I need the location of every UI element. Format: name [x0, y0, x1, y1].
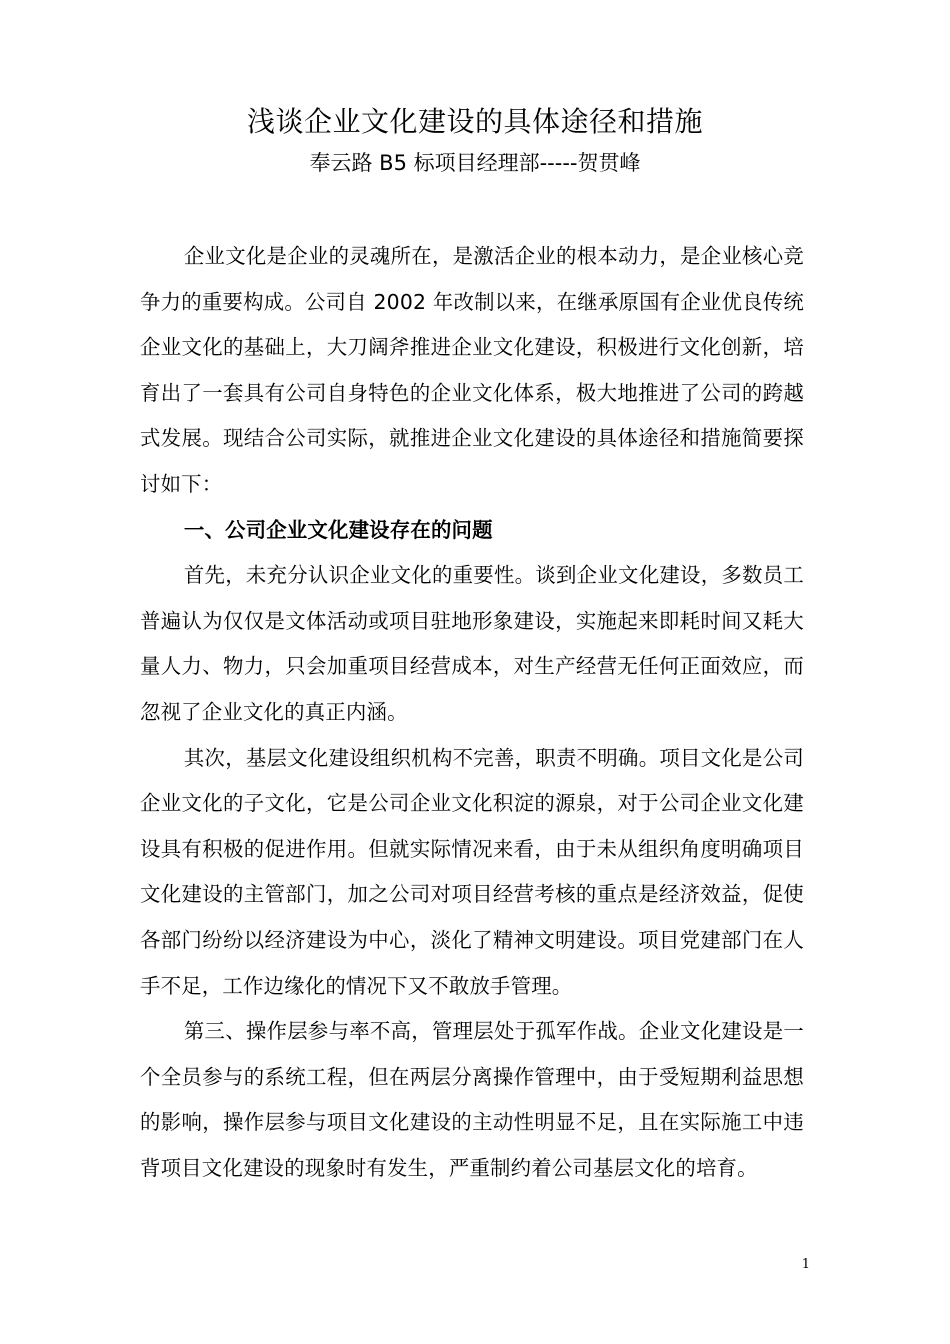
paragraph-intro: 企业文化是企业的灵魂所在，是激活企业的根本动力，是企业核心竞争力的重要构成。公司自 2002 年改制以来，在继承原国有企业优良传统企业文化的基础上，大刀阔斧推进企业文化建设，积极进行文化创新，培育出了一套具有公司自身特色的企业文化体系，极大地推进了公司的跨越式发展。现结合公司实际，就推进企业文化建设的具体途径和措施简要探讨如下： [140, 244, 804, 496]
document-body [140, 234, 804, 1191]
section-heading: 一、公司企业文化建设存在的问题 [183, 517, 493, 542]
paragraph-third-issue: 第三、操作层参与率不高，管理层处于孤军作战。企业文化建设是一个全员参与的系统工程，但在两层分离操作管理中，由于受短期利益思想的影响，操作层参与项目文化建设的主动性明显不足，且在实际施工中违背项目文化建设的现象时有发生，严重制约着公司基层文化的培育。 [140, 1019, 804, 1180]
paragraph-second-issue: 其次，基层文化建设组织机构不完善，职责不明确。项目文化是公司企业文化的子文化，它是公司企业文化积淀的源泉，对于公司企业文化建设具有积极的促进作用。但就实际情况来看，由于未从组织角度明确项目文化建设的主管部门，加之公司对项目经营考核的重点是经济效益，促使各部门纷纷以经济建设为中心，淡化了精神文明建设。项目党建部门在人手不足，工作边缘化的情况下又不敢放手管理。 [140, 745, 804, 998]
document-subtitle: 奉云路 B5 标项目经理部-----贺贯峰 [309, 151, 641, 175]
paragraph-first-issue: 首先，未充分认识企业文化的重要性。谈到企业文化建设，多数员工普遍认为仅仅是文体活动或项目驻地形象建设，实施起来即耗时间又耗大量人力、物力，只会加重项目经营成本，对生产经营无任何正面效应，而忽视了企业文化的真正内涵。 [140, 563, 804, 724]
document-title: 浅谈企业文化建设的具体途径和措施 [246, 105, 703, 138]
page-number: 1 [801, 1257, 810, 1272]
